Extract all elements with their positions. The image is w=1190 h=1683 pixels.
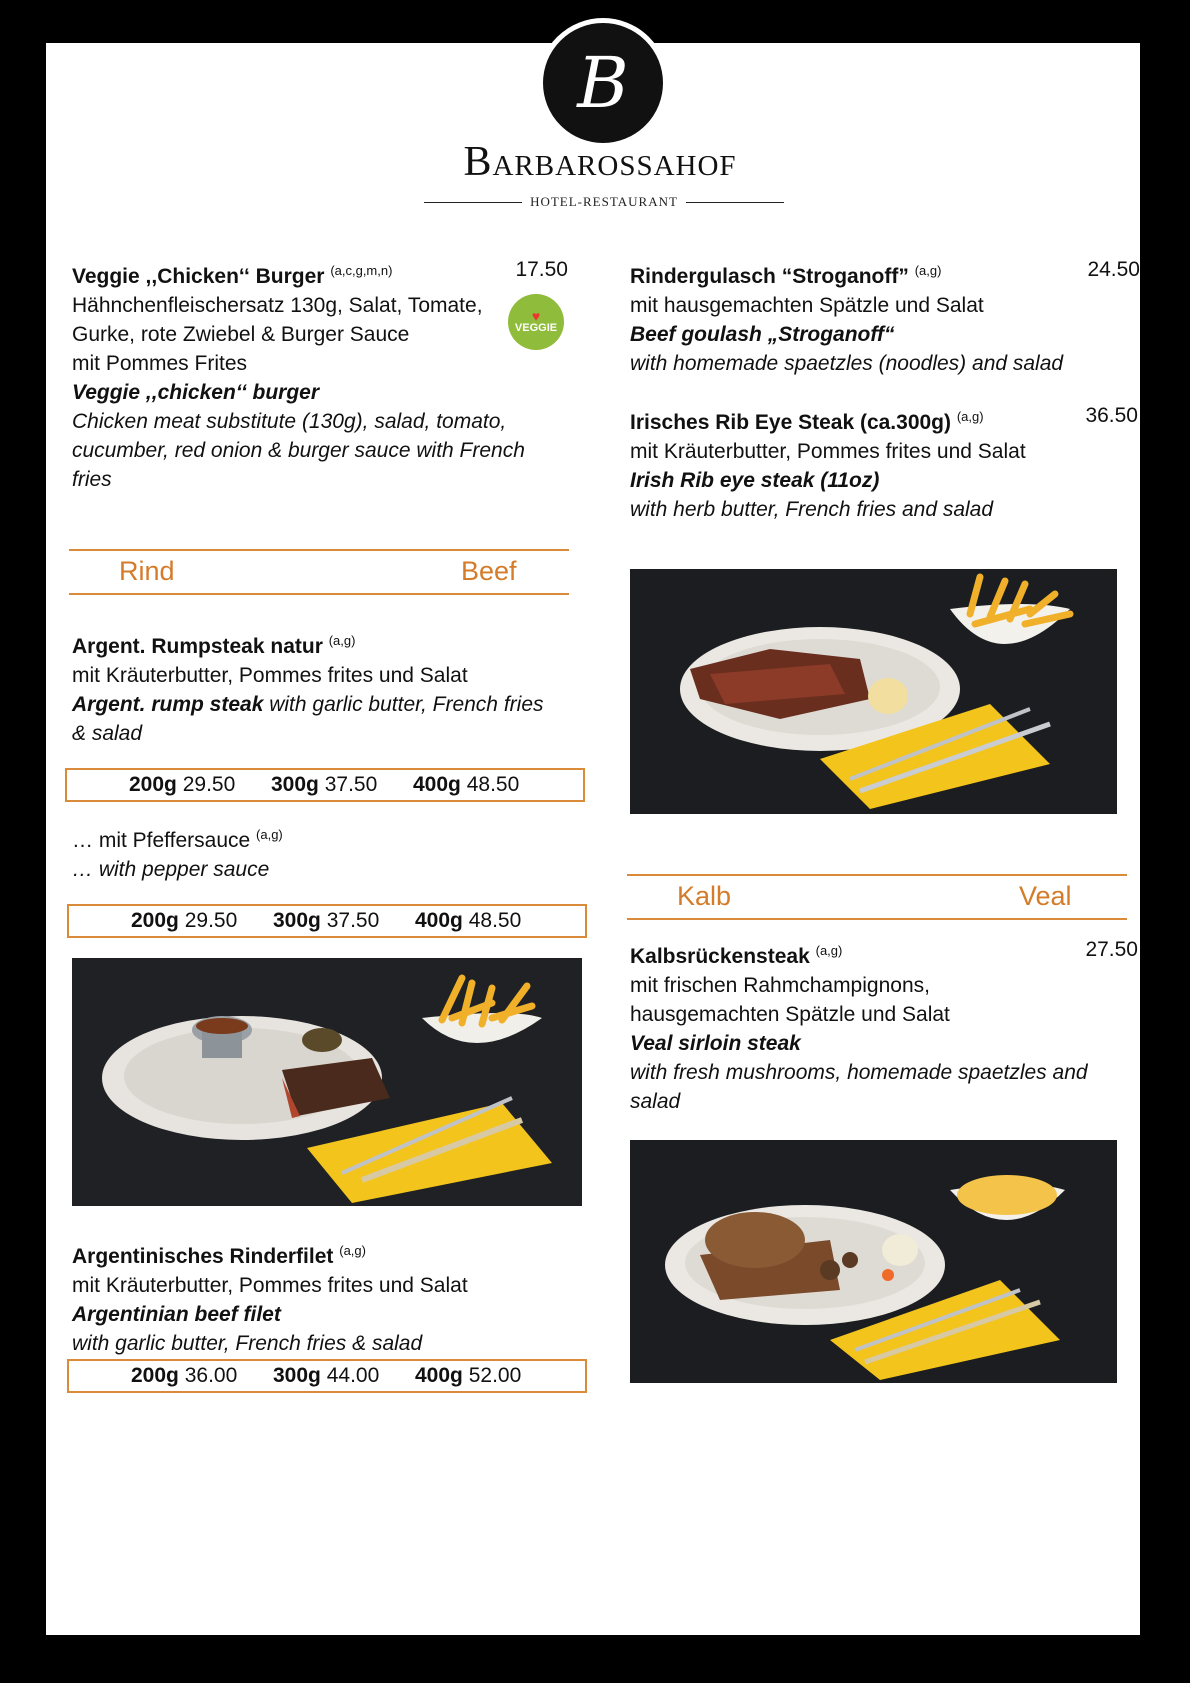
item-name: Rindergulasch “Stroganoff” <box>630 265 909 288</box>
item-name: Argentinisches Rinderfilet <box>72 1245 334 1268</box>
item-desc-de: mit Pommes Frites <box>72 352 248 375</box>
size-price-row <box>67 1359 587 1393</box>
veal-photo <box>630 1140 1117 1383</box>
size-weight: 200g <box>131 1364 179 1387</box>
item-name: Kalbsrückensteak <box>630 945 810 968</box>
item-price: 17.50 <box>515 258 568 281</box>
menu-item-ribeye <box>630 402 1110 524</box>
size-price-row <box>67 904 587 938</box>
size-price: 48.50 <box>466 773 520 796</box>
steak-pepper-photo <box>72 958 582 1206</box>
menu-item-gulasch <box>630 256 1110 378</box>
size-weight: 300g <box>271 773 319 796</box>
item-name-en: Beef goulash „Stroganoff“ <box>630 323 895 346</box>
menu-item-rinderfilet <box>72 1236 572 1358</box>
logo-letter: B <box>577 42 629 124</box>
section-title-de: Rind <box>119 556 175 586</box>
photo-illustration <box>630 1140 1117 1383</box>
divider <box>686 202 784 203</box>
brand-subtitle-text: HOTEL-RESTAURANT <box>530 194 678 209</box>
brand-subtitle <box>424 194 784 210</box>
item-desc-en: with fresh mushrooms, homemade spaetzles and <box>630 1061 1088 1084</box>
veggie-badge-icon: ♥ VEGGIE <box>508 294 564 350</box>
allergens: (a,g) <box>256 827 283 842</box>
photo-illustration <box>630 569 1117 814</box>
allergens: (a,g) <box>956 409 984 424</box>
item-name: Argent. Rumpsteak natur <box>72 635 323 658</box>
item-desc-en: with garlic butter, French fries & salad <box>72 1332 423 1355</box>
size-price: 52.00 <box>468 1364 522 1387</box>
size-weight: 200g <box>131 909 179 932</box>
allergens: (a,g) <box>815 943 843 958</box>
size-price: 44.00 <box>326 1364 380 1387</box>
size-weight: 400g <box>413 773 461 796</box>
item-desc-en: & salad <box>72 722 143 745</box>
item-name-en: Argentinian beef filet <box>72 1303 281 1326</box>
section-title-en: Beef <box>461 556 517 586</box>
item-desc-en: Chicken meat substitute (130g), salad, tomato, <box>72 410 507 433</box>
item-desc-de: hausgemachten Spätzle und Salat <box>630 1003 950 1026</box>
allergens: (a,g) <box>328 633 356 648</box>
size-price: 48.50 <box>468 909 522 932</box>
size-price: 37.50 <box>324 773 378 796</box>
size-price: 29.50 <box>184 909 238 932</box>
size-price: 29.50 <box>182 773 236 796</box>
section-title-de: Kalb <box>677 881 732 911</box>
item-price: 27.50 <box>1085 938 1138 961</box>
section-header-beef <box>69 549 569 595</box>
item-desc-en: with garlic butter, French fries <box>263 693 544 716</box>
item-desc-de: mit frischen Rahmchampignons, <box>630 974 930 997</box>
item-name-en: Veal sirloin steak <box>630 1032 801 1055</box>
allergens: (a,g) <box>914 263 942 278</box>
size-price: 36.00 <box>184 1364 238 1387</box>
allergens: (a,g) <box>339 1243 366 1258</box>
item-desc-de: mit hausgemachten Spätzle und Salat <box>630 294 984 317</box>
item-desc-de: Hähnchenfleischersatz 130g, Salat, Tomate, <box>72 294 483 317</box>
item-desc-en: with homemade spaetzles (noodles) and salad <box>630 352 1064 375</box>
item-desc-de: mit Kräuterbutter, Pommes frites und Salat <box>72 1274 468 1297</box>
menu-item-kalbsruecken <box>630 936 1110 1116</box>
item-desc-en: salad <box>630 1090 681 1113</box>
menu-item-veggie-burger <box>72 256 532 494</box>
size-weight: 400g <box>415 909 463 932</box>
veggie-badge-label: VEGGIE <box>514 322 558 334</box>
allergens: (a,c,g,m,n) <box>330 263 393 278</box>
item-desc-de: mit Kräuterbutter, Pommes frites und Salat <box>630 440 1026 463</box>
size-weight: 300g <box>273 909 321 932</box>
section-header-veal <box>627 874 1127 920</box>
brand-name: Barbarossahof <box>463 139 737 185</box>
item-desc-en: cucumber, red onion & burger sauce with French <box>72 439 525 462</box>
size-weight: 400g <box>415 1364 463 1387</box>
item-price: 36.50 <box>1085 404 1138 427</box>
size-weight: 200g <box>129 773 177 796</box>
item-name-en: Veggie ,,chicken‘‘ burger <box>72 381 320 404</box>
item-name-en: Irish Rib eye steak (11oz) <box>630 469 880 492</box>
size-price: 37.50 <box>326 909 380 932</box>
item-name: … mit Pfeffersauce <box>72 829 251 852</box>
menu-item-pepper-sauce <box>72 820 572 884</box>
item-name-en: … with pepper sauce <box>72 858 270 881</box>
section-title-en: Veal <box>1019 881 1072 911</box>
item-desc-de: mit Kräuterbutter, Pommes frites und Salat <box>72 664 468 687</box>
photo-illustration <box>72 958 582 1206</box>
item-name-en: Argent. rump steak <box>72 693 264 716</box>
logo-emblem <box>538 18 668 148</box>
item-name: Veggie ,,Chicken‘‘ Burger <box>72 265 325 288</box>
item-price: 24.50 <box>1087 258 1140 281</box>
item-desc-de: Gurke, rote Zwiebel & Burger Sauce <box>72 323 410 346</box>
divider <box>424 202 522 203</box>
ribeye-photo <box>630 569 1117 814</box>
item-desc-en: with herb butter, French fries and salad <box>630 498 994 521</box>
item-desc-en: fries <box>72 468 112 491</box>
size-weight: 300g <box>273 1364 321 1387</box>
item-name: Irisches Rib Eye Steak (ca.300g) <box>630 411 951 434</box>
menu-item-rumpsteak <box>72 626 592 748</box>
size-price-row <box>65 768 585 802</box>
